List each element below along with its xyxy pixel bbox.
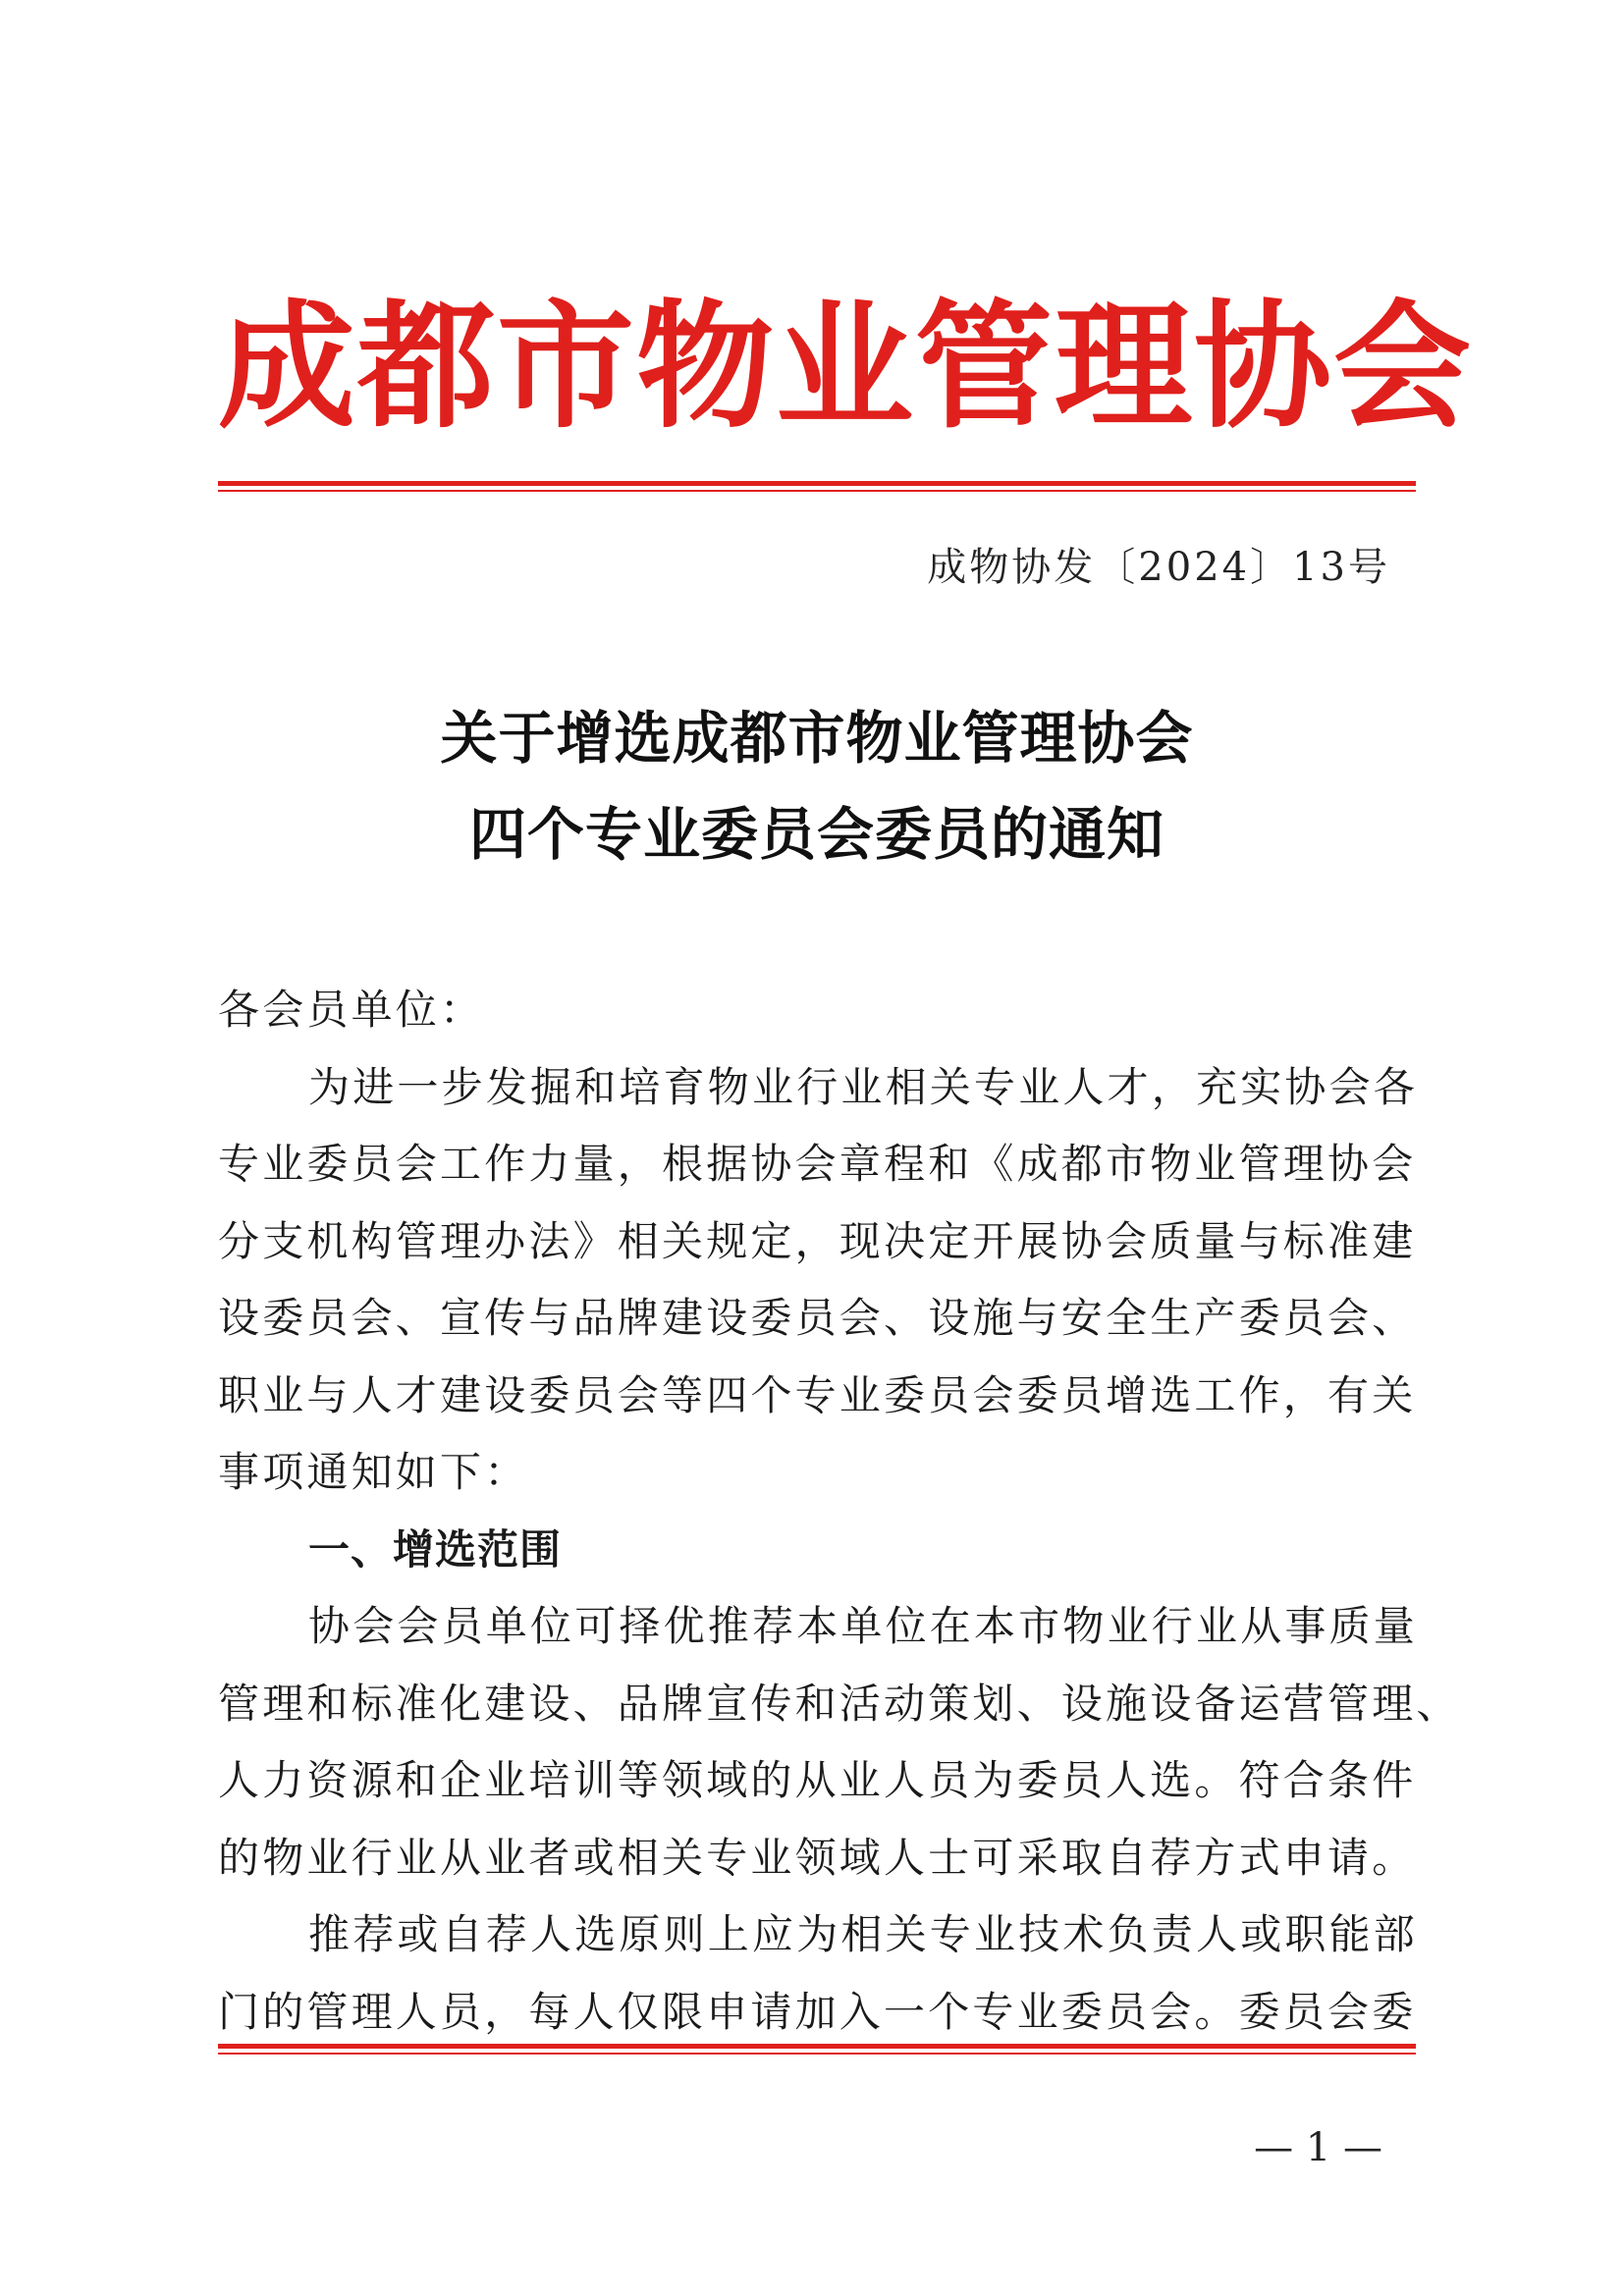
document-title-line-2: 四个专业委员会委员的通知 bbox=[468, 801, 1164, 868]
paragraph-line: 协会会员单位可择优推荐本单位在本市物业行业从事质量 bbox=[308, 1602, 1419, 1650]
paragraph-line: 设委员会、宣传与品牌建设委员会、设施与安全生产委员会、 bbox=[218, 1294, 1417, 1342]
paragraph-line: 推荐或自荐人选原则上应为相关专业技术负责人或职能部 bbox=[308, 1910, 1419, 1958]
paragraph-line: 专业委员会工作力量，根据协会章程和《成都市物业管理协会 bbox=[218, 1140, 1417, 1188]
paragraph-line: 的物业行业从业者或相关专业领域人士可采取自荐方式申请。 bbox=[218, 1833, 1417, 1882]
paragraph-line: 分支机构管理办法》相关规定，现决定开展协会质量与标准建 bbox=[218, 1216, 1417, 1265]
section-heading: 一、增选范围 bbox=[308, 1524, 563, 1574]
document-title-line-1: 关于增选成都市物业管理协会 bbox=[440, 705, 1194, 772]
paragraph-line: 为进一步发掘和培育物业行业相关专业人才，充实协会各 bbox=[308, 1062, 1419, 1111]
document-number: 成物协发〔2024〕13号 bbox=[927, 545, 1390, 590]
header-divider bbox=[218, 481, 1416, 492]
paragraph-line: 事项通知如下： bbox=[218, 1448, 529, 1496]
organization-header: 成都市物业管理协会 bbox=[218, 288, 1474, 448]
paragraph-line: 门的管理人员，每人仅限申请加入一个专业委员会。委员会委 bbox=[218, 1987, 1417, 2036]
page-number: — 1 — bbox=[1254, 2125, 1382, 2170]
paragraph-line: 管理和标准化建设、品牌宣传和活动策划、设施设备运营管理、 bbox=[218, 1679, 1461, 1728]
paragraph-line: 人力资源和企业培训等领域的从业人员为委员人选。符合条件 bbox=[218, 1756, 1417, 1804]
salutation: 各会员单位： bbox=[218, 986, 485, 1034]
document-body bbox=[218, 972, 1461, 2051]
paragraph-line: 职业与人才建设委员会等四个专业委员会委员增选工作，有关 bbox=[218, 1370, 1417, 1419]
footer-divider bbox=[218, 2044, 1416, 2055]
